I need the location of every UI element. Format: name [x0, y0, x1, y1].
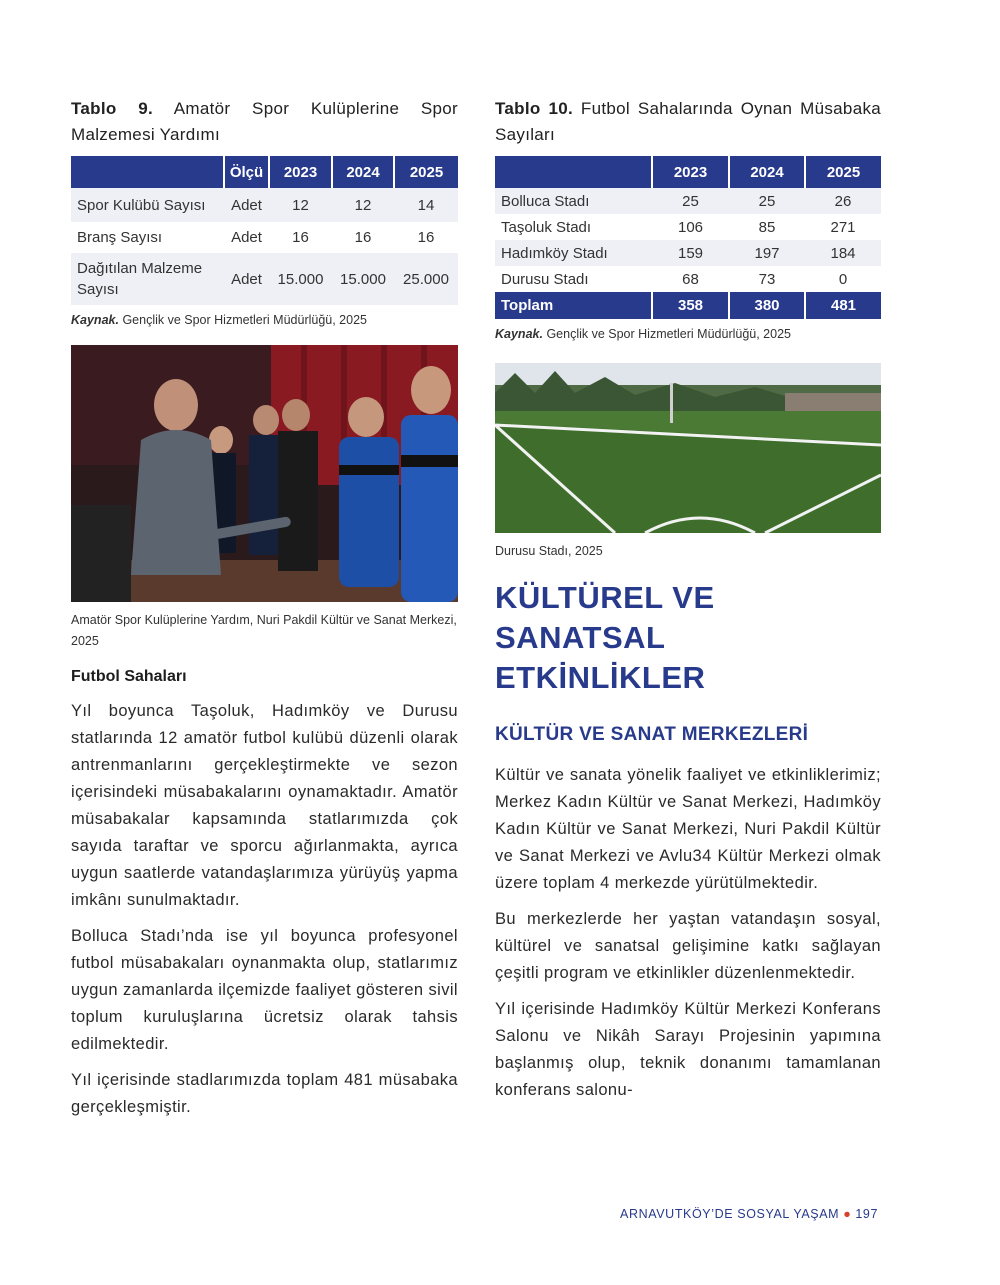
- paragraph: Yıl boyunca Taşoluk, Hadımköy ve Durusu statlarında 12 amatör futbol kulübü düzenli olarak antrenmanlarını gerçekleştirmekte ve sezon içerisindeki müsabakalarını oynamaktadır. Amatör müsabakalar kapsamında statlarımızda çok sayıda taraftar ve sporcu ağırlanmakta, ayrıca uygun saatlerde vatandaşlarımıza yürüyüş yapma imkânı sunulmaktadır.: [71, 702, 458, 909]
- table10-label: Tablo 10.: [495, 99, 573, 118]
- table9-cell: 12: [269, 188, 332, 222]
- ceremony-photo-caption: Amatör Spor Kulüplerine Yardım, Nuri Pakdil Kültür ve Sanat Merkezi, 2025: [71, 613, 457, 648]
- table10-cell: 25: [729, 188, 805, 214]
- source-text: Gençlik ve Spor Hizmetleri Müdürlüğü, 2025: [122, 313, 367, 327]
- table9-cell: 12: [332, 188, 394, 222]
- table10-header-cell: 2023: [652, 156, 729, 188]
- table9-title: Amatör Spor Kulüplerine Spor Malzemesi Yardımı: [71, 99, 458, 144]
- table9-header-row: [71, 156, 458, 188]
- table10-cell: 26: [805, 188, 881, 214]
- table9-header-cell: 2024: [332, 156, 394, 188]
- table9-label: Tablo 9.: [71, 99, 154, 118]
- table10-total-row: [495, 292, 881, 319]
- section-subtitle: KÜLTÜR VE SANAT MERKEZLERİ: [495, 724, 809, 745]
- table9-header-cell: 2023: [269, 156, 332, 188]
- table-row: [495, 214, 881, 240]
- table9-cell: 15.000: [332, 253, 394, 305]
- stadium-photo: [495, 363, 881, 533]
- table9-cell: 15.000: [269, 253, 332, 305]
- table10-total-cell: 358: [652, 292, 729, 319]
- table9-cell: 14: [394, 188, 458, 222]
- table9-source: [71, 313, 458, 327]
- table10-cell: Hadımköy Stadı: [495, 240, 652, 266]
- table9-caption: [71, 96, 458, 148]
- page-title: [495, 578, 881, 698]
- table9-header-cell: Ölçü: [224, 156, 269, 188]
- table10-header-cell: 2025: [805, 156, 881, 188]
- paragraph: Yıl içerisinde Hadımköy Kültür Merkezi Konferans Salonu ve Nikâh Sarayı Projesinin yapımına başlanmış olup, teknik donanımı tamamlanan konferans salonu-: [495, 1000, 881, 1099]
- source-label: Kaynak.: [71, 313, 119, 327]
- table10-cell: 85: [729, 214, 805, 240]
- page-title-line: ETKİNLİKLER: [495, 660, 706, 695]
- table9-header-cell: 2025: [394, 156, 458, 188]
- table10-source: [495, 327, 881, 341]
- table9-cell: Dağıtılan Malzeme Sayısı: [71, 253, 224, 305]
- page-footer: [620, 1207, 878, 1221]
- table10-total-cell: Toplam: [495, 292, 652, 319]
- table9-cell: Spor Kulübü Sayısı: [71, 188, 224, 222]
- bullet-icon: ●: [843, 1207, 852, 1221]
- paragraph: Bu merkezlerde her yaştan vatandaşın sosyal, kültürel ve sanatsal gelişimine katkı sağlayan çeşitli program ve etkinlikler düzenlenmektedir.: [495, 910, 881, 982]
- table10-cell: 106: [652, 214, 729, 240]
- ceremony-photo: [71, 345, 458, 602]
- table10-total-cell: 380: [729, 292, 805, 319]
- table-row: [495, 188, 881, 214]
- right-column: [495, 96, 881, 1104]
- section-heading-football: Futbol Sahaları: [71, 668, 187, 685]
- table10-cell: 25: [652, 188, 729, 214]
- page-title-line: KÜLTÜREL VE: [495, 580, 715, 615]
- table10-cell: 184: [805, 240, 881, 266]
- table10-caption: [495, 96, 881, 148]
- table10-cell: 159: [652, 240, 729, 266]
- table9-cell: Adet: [224, 222, 269, 253]
- left-column: [71, 96, 458, 1121]
- table9-cell: 16: [394, 222, 458, 253]
- page-title-line: SANATSAL: [495, 620, 666, 655]
- paragraph: Bolluca Stadı’nda ise yıl boyunca profesyonel futbol müsabakaları oynanmakta olup, statlarımız uygun zamanlarda ilçemizde faaliyet gösteren sivil toplum kuruluşlarına ücretsiz olarak tahsis edilmektedir.: [71, 927, 458, 1053]
- table10-header-cell: [495, 156, 652, 188]
- table10-cell: 73: [729, 266, 805, 292]
- table10-total-cell: 481: [805, 292, 881, 319]
- table9-cell: Branş Sayısı: [71, 222, 224, 253]
- paragraph: Kültür ve sanata yönelik faaliyet ve etkinliklerimiz; Merkez Kadın Kültür ve Sanat Merkezi, Hadımköy Kadın Kültür ve Sanat Merkezi, Nuri Pakdil Kültür ve Sanat Merkezi ve Avlu34 Kültür Merkezi olmak üzere toplam 4 merkezde yürütülmektedir.: [495, 766, 881, 892]
- stadium-photo-caption: Durusu Stadı, 2025: [495, 544, 603, 558]
- page-number: 197: [855, 1207, 878, 1221]
- table9-cell: 16: [269, 222, 332, 253]
- table-row: [71, 253, 458, 305]
- table10-cell: Durusu Stadı: [495, 266, 652, 292]
- table10-cell: Bolluca Stadı: [495, 188, 652, 214]
- table-row: [71, 222, 458, 253]
- table9-header-cell: [71, 156, 224, 188]
- table10-cell: 271: [805, 214, 881, 240]
- table9-cell: Adet: [224, 188, 269, 222]
- table10-cell: 0: [805, 266, 881, 292]
- paragraph: Yıl içerisinde stadlarımızda toplam 481 müsabaka gerçekleşmiştir.: [71, 1071, 458, 1116]
- table10-header-cell: 2024: [729, 156, 805, 188]
- source-label: Kaynak.: [495, 327, 543, 341]
- table10-cell: Taşoluk Stadı: [495, 214, 652, 240]
- table9: [71, 156, 458, 305]
- footer-text: ARNAVUTKÖY’DE SOSYAL YAŞAM: [620, 1207, 840, 1221]
- table-row: [71, 188, 458, 222]
- source-text: Gençlik ve Spor Hizmetleri Müdürlüğü, 2025: [546, 327, 791, 341]
- ceremony-photo-illustration: [71, 345, 458, 602]
- table-row: [495, 240, 881, 266]
- stadium-photo-illustration: [495, 363, 881, 533]
- table-row: [495, 266, 881, 292]
- table10-cell: 197: [729, 240, 805, 266]
- table9-cell: 25.000: [394, 253, 458, 305]
- table9-cell: 16: [332, 222, 394, 253]
- table10-title: Futbol Sahalarında Oynan Müsabaka Sayıları: [495, 99, 881, 144]
- table10: [495, 156, 881, 319]
- table10-cell: 68: [652, 266, 729, 292]
- table10-header-row: [495, 156, 881, 188]
- table9-cell: Adet: [224, 253, 269, 305]
